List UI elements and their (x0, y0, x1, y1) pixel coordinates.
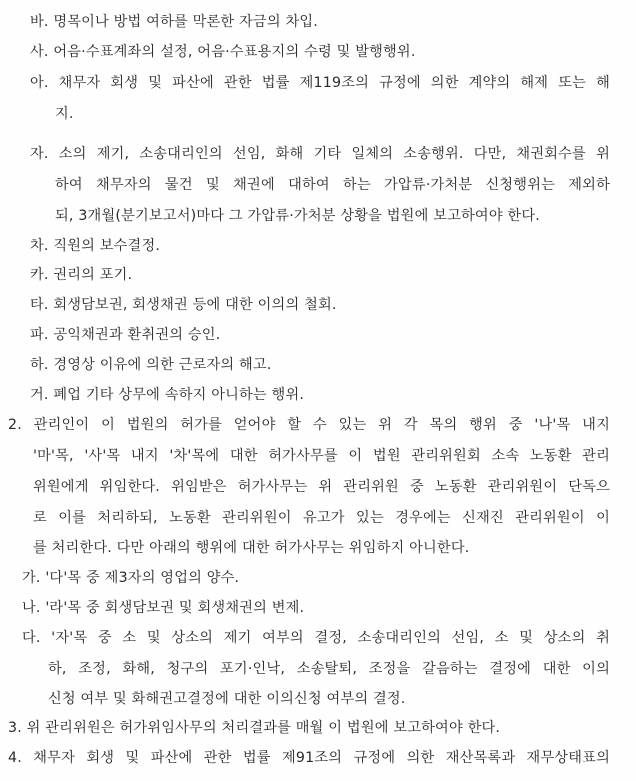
paragraph-2-line5: 를 처리한다. 다만 아래의 행위에 대한 허가사무는 위임하지 아니한다. (33, 540, 470, 556)
item-geo: 거. 폐업 기타 상무에 속하지 아니하는 행위. (30, 387, 305, 403)
item-ha: 하. 경영상 이유에 의한 근로자의 해고. (30, 357, 272, 373)
paragraph-2-line3: 위원에게 위임한다. 위임받은 허가사무는 위 관리위원 중 노동환 관리위원이 단독으 (33, 479, 610, 495)
paragraph-4-line1: 4. 채무자 회생 및 파산에 관한 법률 제91조의 규정에 의한 재산목록과 재무상태표의 (8, 750, 610, 766)
subitem-da-line3: 신청 여부 및 화해권고결정에 대한 이의신청 여부의 결정. (48, 691, 406, 707)
subitem-da-line1: 다. '자'목 중 소 및 상소의 제기 여부의 결정, 소송대리인의 선임, 소 및 상소의 취 (22, 630, 610, 646)
subitem-da-line2: 하, 조정, 화해, 청구의 포기·인낙, 소송탈퇴, 조정을 갈음하는 결정에 대한 이의 (48, 661, 610, 677)
item-pa: 파. 공익채권과 환취권의 승인. (30, 327, 221, 343)
item-a-line1: 아. 채무자 회생 및 파산에 관한 법률 제119조의 규정에 의한 계약의 해제 또는 해 (30, 75, 610, 91)
item-ja-line3: 되, 3개월(분기보고서)마다 그 가압류·가처분 상황을 법원에 보고하여야 한다. (55, 208, 540, 224)
subitem-ga: 가. '다'목 중 제3자의 영업의 양수. (22, 570, 240, 586)
paragraph-2-line4: 로 이를 처리하되, 노동환 관리위원이 유고가 있는 경우에는 신재진 관리위원이 이 (33, 510, 610, 526)
item-a-line2: 지. (55, 106, 74, 122)
paragraph-2-line1: 2. 관리인이 이 법원의 허가를 얻어야 할 수 있는 위 각 목의 행위 중 '나'목 내지 (8, 417, 610, 433)
paragraph-3: 3. 위 관리위원은 허가위임사무의 처리결과를 매월 이 법원에 보고하여야 한다. (8, 720, 501, 736)
paragraph-2-line2: '마'목, '사'목 내지 '차'목에 대한 허가사무를 이 법원 관리위원회 소속 노동환 관리 (33, 448, 610, 464)
item-ja-line2: 하여 채무자의 물건 및 채권에 대하여 하는 가압류·가처분 신청행위는 제외하 (55, 177, 610, 193)
item-ta: 타. 회생담보권, 회생채권 등에 대한 이의의 철회. (30, 297, 337, 313)
item-ba: 바. 명목이나 방법 여하를 막론한 자금의 차입. (30, 14, 318, 30)
item-ja-line1: 자. 소의 제기, 소송대리인의 선임, 화해 기타 일체의 소송행위. 다만, 채권회수를 위 (30, 146, 610, 162)
item-ka: 카. 권리의 포기. (30, 267, 133, 283)
item-cha: 차. 직원의 보수결정. (30, 238, 161, 254)
subitem-na: 나. '라'목 중 회생담보권 및 회생채권의 변제. (22, 600, 305, 616)
item-sa: 사. 어음·수표계좌의 설정, 어음·수표용지의 수령 및 발행행위. (30, 44, 416, 60)
